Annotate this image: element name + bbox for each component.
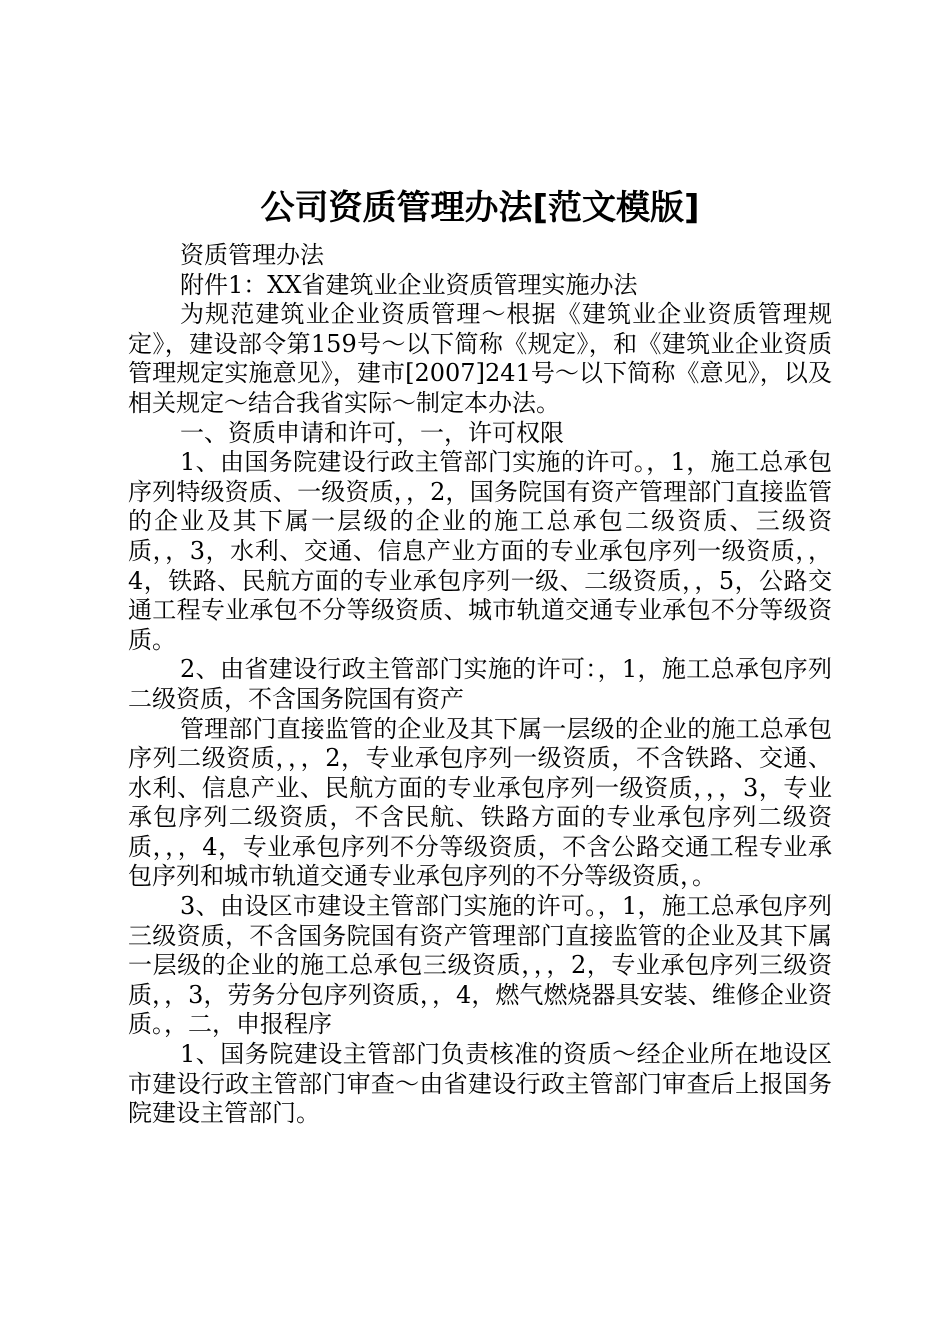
document-page: [128, 183, 832, 1129]
paragraph-attachment: 附件1：XX省建筑业企业资质管理实施办法: [180, 270, 638, 299]
paragraph-item-3: 3、由设区市建设主管部门实施的许可。，1，施工总承包序列三级资质，不含国务院国有资产管理部门直接监管的企业及其下属一层级的企业的施工总承包三级资质，，，2，专业承包序列三级资质，，3，劳务分包序列资质，，4，燃气燃烧器具安装、维修企业资质。，二，申报程序: [128, 892, 832, 1039]
paragraph-item-1: 1、由国务院建设行政主管部门实施的许可。，1，施工总承包序列特级资质、一级资质，，2，国务院国有资产管理部门直接监管的企业及其下属一层级的企业的施工总承包二级资质、三级资质，，3，水利、交通、信息产业方面的专业承包序列一级资质，，4，铁路、民航方面的专业承包序列一级、二级资质，，5，公路交通工程专业承包不分等级资质、城市轨道交通专业承包不分等级资质。: [128, 448, 832, 654]
document-title: 公司资质管理办法[范文模版]: [260, 188, 700, 228]
section-heading-1: 一、资质申请和许可，一，许可权限: [180, 418, 564, 447]
paragraph-item-2: 2、由省建设行政主管部门实施的许可：，1，施工总承包序列二级资质，不含国务院国有资产: [128, 655, 832, 713]
paragraph-procedure-1: 1、国务院建设主管部门负责核准的资质～经企业所在地设区市建设行政主管部门审查～由省建设行政主管部门审查后上报国务院建设主管部门。: [128, 1040, 832, 1128]
paragraph-intro: 为规范建筑业企业资质管理～根据《建筑业企业资质管理规定》，建设部令第159号～以下简称《规定》，和《建筑业企业资质管理规定实施意见》，建市[2007]241号～以下简称《意见》，以及相关规定～结合我省实际～制定本办法。: [128, 300, 832, 417]
paragraph-item-2-cont: 管理部门直接监管的企业及其下属一层级的企业的施工总承包序列二级资质，，，2，专业承包序列一级资质，不含铁路、交通、水利、信息产业、民航方面的专业承包序列一级资质，，，3，专业承包序列二级资质，不含民航、铁路方面的专业承包序列二级资质，，，4，专业承包序列不分等级资质，不含公路交通工程专业承包序列和城市轨道交通专业承包序列的不分等级资质，。: [128, 714, 832, 891]
paragraph-subtitle: 资质管理办法: [180, 241, 324, 269]
